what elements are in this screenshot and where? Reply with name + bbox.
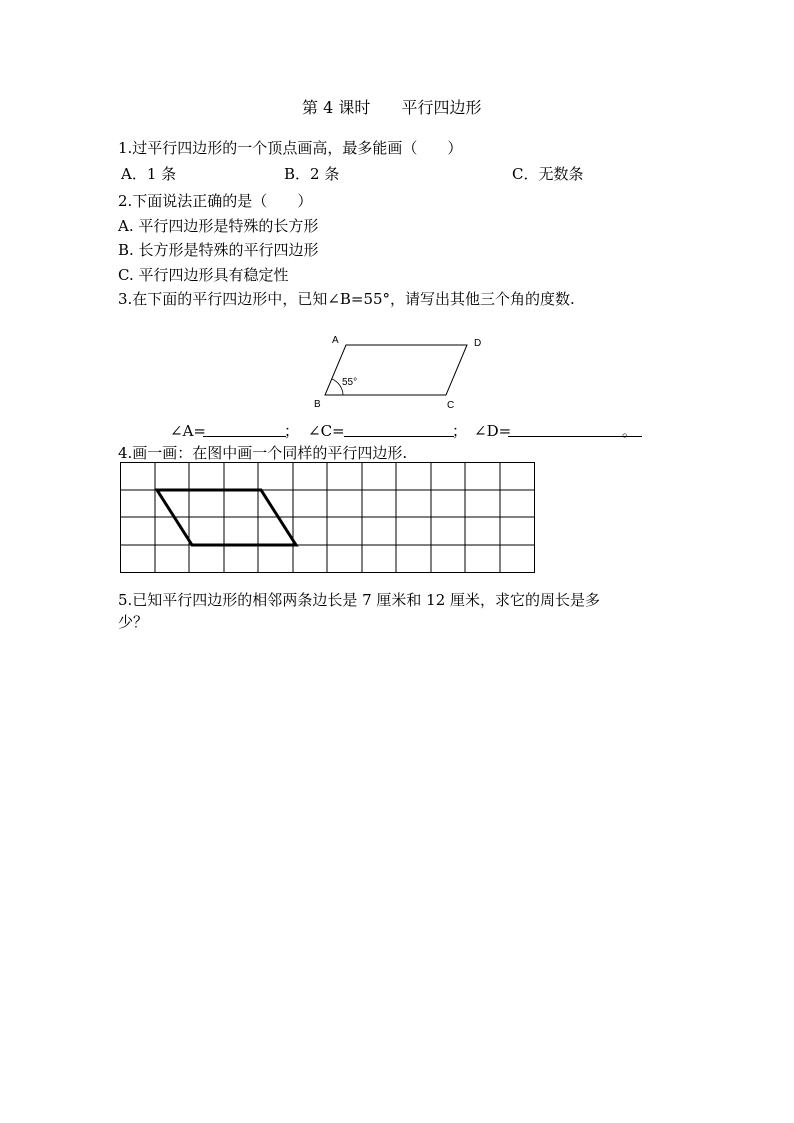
blank-angle-d-sep: 。 [622,422,638,440]
q4-stem: 4.画一画：在图中画一个同样的平行四边形. [118,444,408,462]
blank-angle-c-input[interactable] [344,436,454,437]
blank-angle-c-label: ∠C= [308,422,345,440]
angle-b-label: 55° [342,377,358,388]
page-title [302,98,481,118]
q1-option-a: A．1 条 [121,165,177,183]
grid-lines [121,463,535,573]
q2-option-a: A. 平行四边形是特殊的长方形 [118,217,319,235]
blank-angle-d-label: ∠D= [474,422,512,440]
blank-angle-a-label: ∠A= [170,422,206,440]
blank-angle-a-sep: ； [284,422,300,440]
blank-angle-a-input[interactable] [203,436,286,437]
vertex-label-d: D [474,338,482,349]
q2-stem: 2.下面说法正确的是（ ） [118,192,313,210]
vertex-label-b: B [314,399,321,410]
lesson-topic: 平行四边形 [401,98,482,117]
q5-stem-line2: 少？ [118,613,149,631]
vertex-label-a: A [332,335,339,346]
q1-option-b: B．2 条 [284,165,340,183]
q2-option-c: C. 平行四边形具有稳定性 [118,266,289,284]
blank-angle-c-sep: ； [452,422,468,440]
q3-stem: 3.在下面的平行四边形中，已知∠B=55°，请写出其他三个角的度数. [118,290,575,308]
q1-stem: 1.过平行四边形的一个顶点画高，最多能画（ ） [118,139,463,157]
lesson-number: 第 4 课时 [302,98,371,117]
q1-option-c: C．无数条 [512,165,584,183]
drawing-grid[interactable] [120,462,538,576]
parallelogram-figure [312,331,492,411]
q2-option-b: B. 长方形是特殊的平行四边形 [118,241,319,259]
q5-stem-line1: 5.已知平行四边形的相邻两条边长是 7 厘米和 12 厘米，求它的周长是多 [118,591,601,609]
vertex-label-c: C [447,400,455,411]
